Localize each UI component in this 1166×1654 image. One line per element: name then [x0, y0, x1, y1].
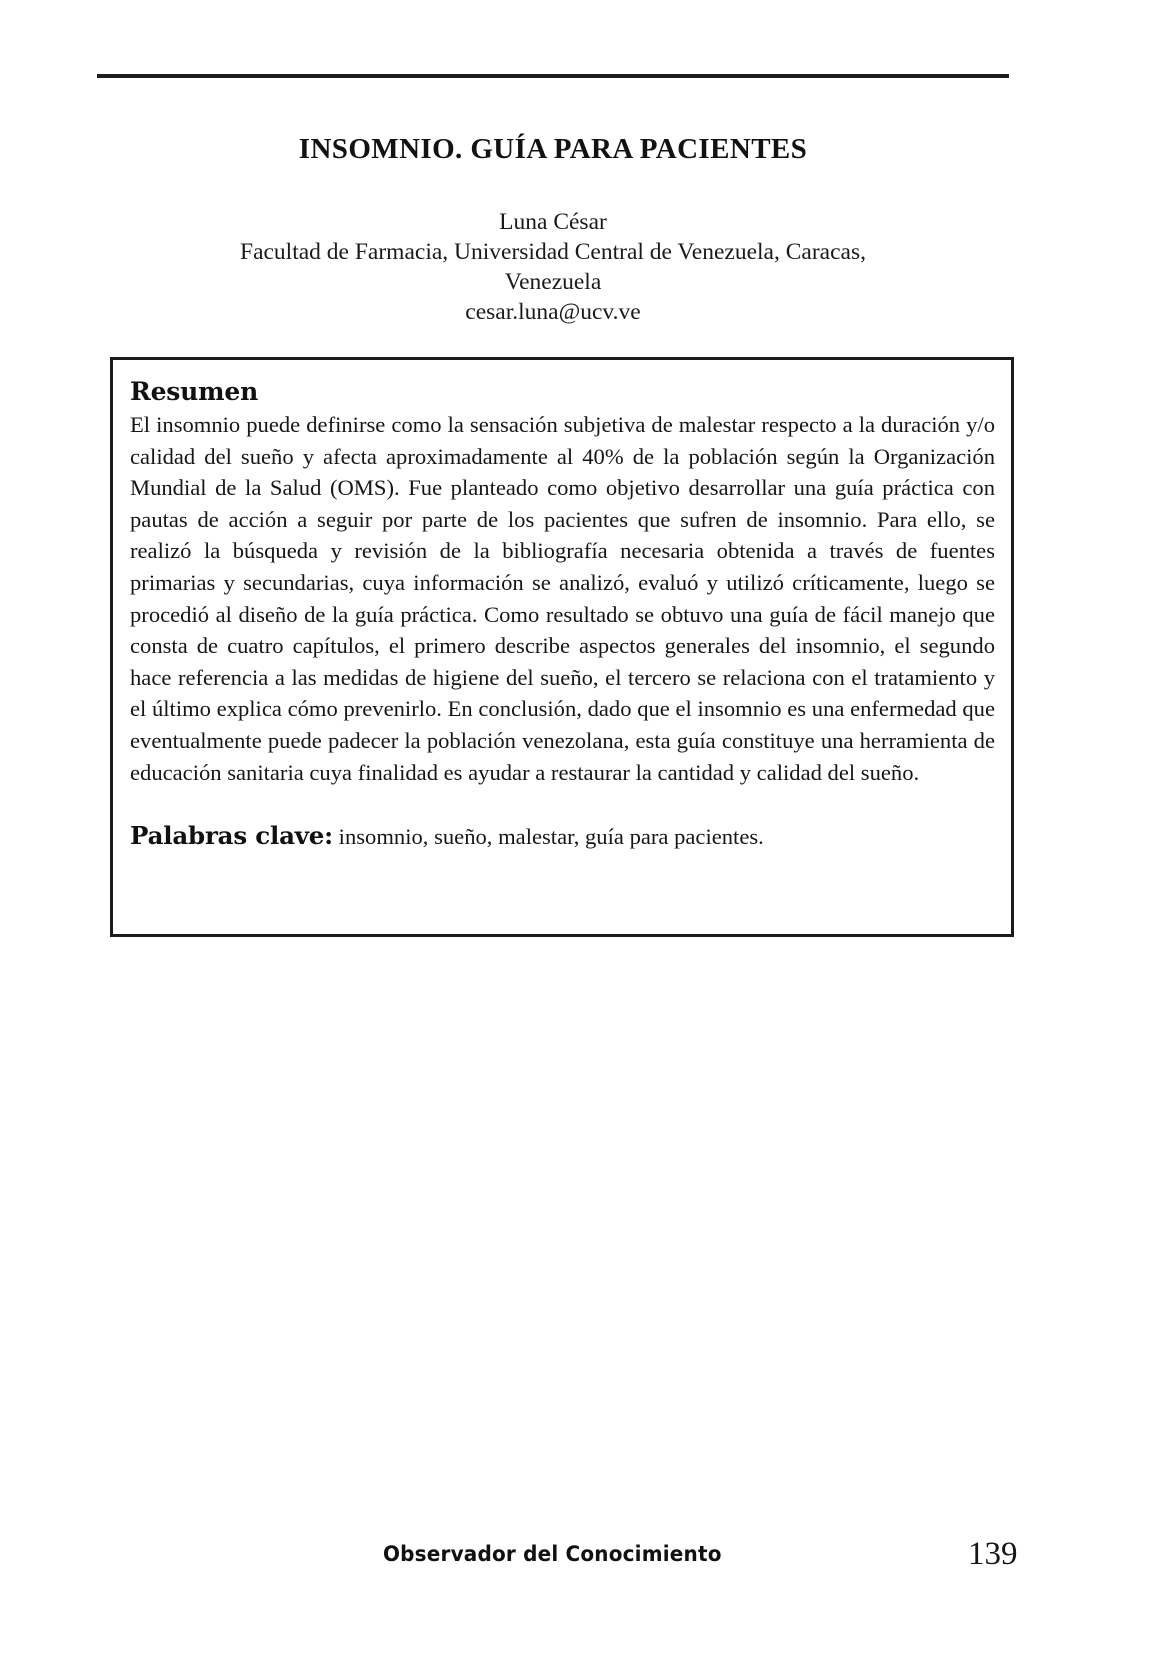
author-affiliation: Facultad de Farmacia, Universidad Central de Venezuela, Caracas, [240, 239, 866, 265]
abstract-heading: Resumen [130, 377, 259, 406]
keywords-label: Palabras clave: [130, 821, 334, 851]
header-rule [97, 74, 1009, 78]
footer-journal-name: Observador del Conocimiento [383, 1542, 722, 1567]
keywords-text: insomnio, sueño, malestar, guía para pacientes. [333, 824, 764, 850]
author-email: cesar.luna@ucv.ve [465, 299, 641, 325]
abstract-box [110, 357, 1014, 937]
abstract-body: El insomnio puede definirse como la sensación subjetiva de malestar respecto a la duración y/o calidad del sueño y afecta aproximadamente al 40% de la población según la Organización Mundial de la Salud (OMS). Fue planteado como objetivo desarrollar una guía práctica con pautas de acción a seguir por parte de los pacientes que sufren de insomnio. Para ello, se realizó la búsqueda y revisión de la bibliografía necesaria obtenida a través de fuentes primarias y secundarias, cuya información se analizó, evaluó y utilizó críticamente, luego se procedió al diseño de la guía práctica. Como resultado se obtuvo una guía de fácil manejo que consta de cuatro capítulos, el primero describe aspectos generales del insomnio, el segundo hace referencia a las medidas de higiene del sueño, el tercero se relaciona con el tratamiento y el último explica cómo prevenirlo. En conclusión, dado que el insomnio es una enfermedad que eventualmente puede padecer la población venezolana, esta guía constituye una herramienta de educación sanitaria cuya finalidad es ayudar a restaurar la cantidad y calidad del sueño. [130, 412, 995, 785]
author-block [97, 207, 1009, 327]
author-affiliation-country: Venezuela [504, 269, 602, 295]
keywords-line [130, 821, 995, 852]
author-name: Luna César [499, 209, 607, 235]
page-footer [0, 1536, 1166, 1590]
page-title: INSOMNIO. GUÍA PARA PACIENTES [298, 133, 808, 165]
footer-page-number: 139 [968, 1536, 1018, 1572]
